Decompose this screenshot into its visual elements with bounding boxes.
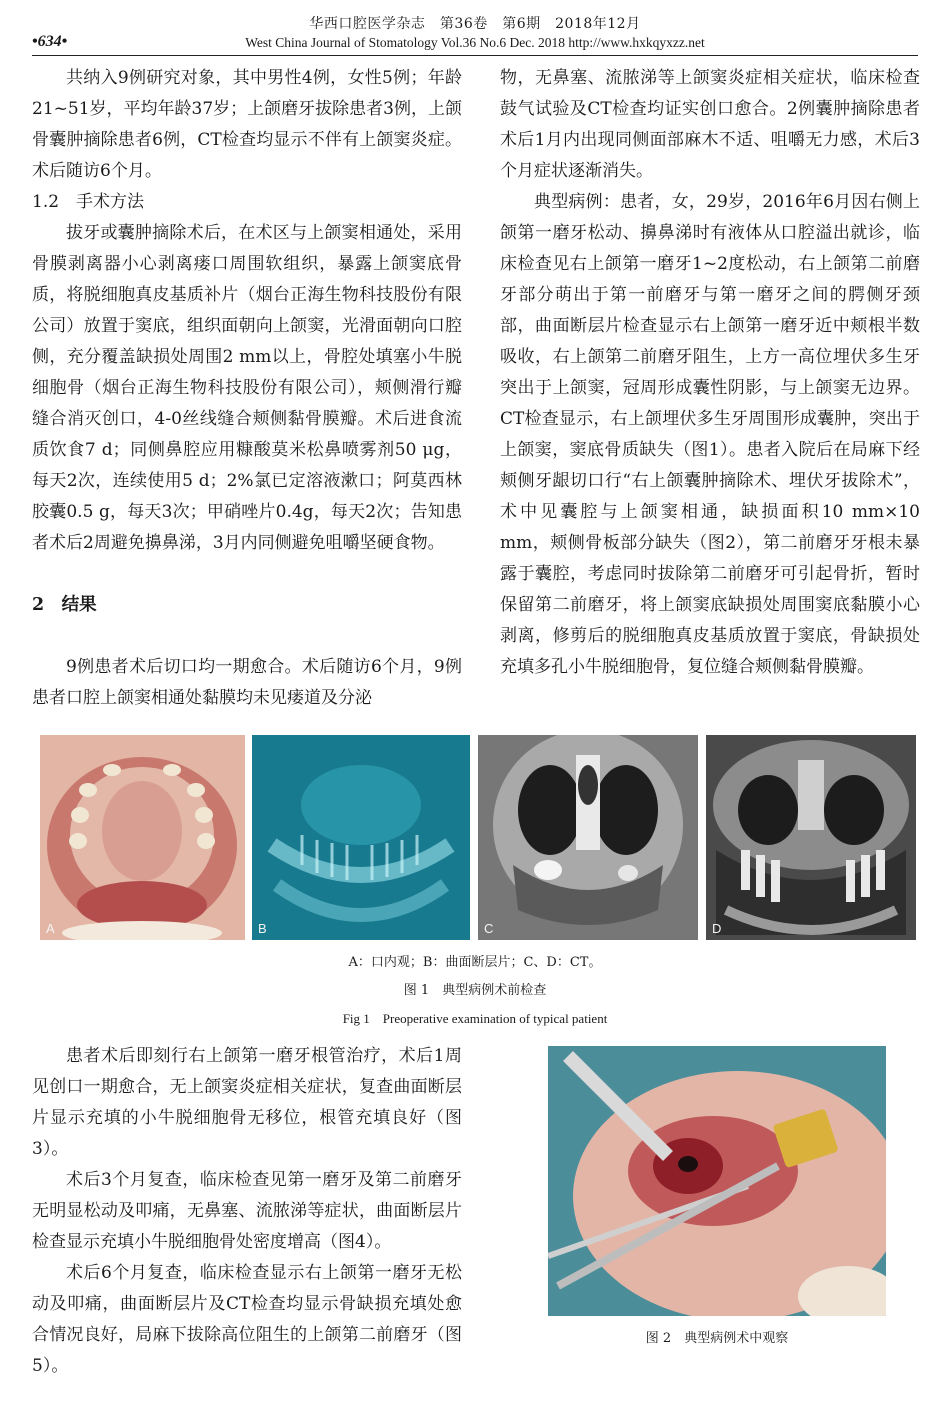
left-column-bottom bbox=[32, 1041, 462, 1382]
paragraph-postop-6months: 术后6个月复查，临床检查显示右上颌第一磨牙无松动及叩痛，曲面断层片及CT检查均显示骨缺损充填处愈合情况良好，局麻下拔除高位阻生的上颌第二前磨牙（图5）。 bbox=[32, 1263, 462, 1376]
paragraph-results-start: 9例患者术后切口均一期愈合。术后随访6个月，9例患者口腔上颌窦相通处黏膜均未见瘘道及分泌 bbox=[32, 657, 462, 708]
paragraph-surgery-method: 拔牙或囊肿摘除术后，在术区与上颌窦相通处，采用骨膜剥离器小心剥离瘘口周围软组织，暴露上颌窦底骨质，将脱细胞真皮基质补片（烟台正海生物科技股份有限公司）放置于窦底，组织面朝向上颌窦，光滑面朝向口腔侧，充分覆盖缺损处周围2 mm以上，骨腔处填塞小牛脱细胞骨（烟台正海生物科技股份有限公司），颊侧滑行瓣缝合消灭创口，4-0丝线缝合颊侧黏骨膜瓣。术后进食流质饮食7 d；同侧鼻腔应用糠酸莫米松鼻喷雾剂50 μg，每天2次，连续使用5 d；2%氯已定溶液漱口；阿莫西林胶囊0.5 g，每天3次；甲硝唑片0.4g，每天2次；告知患者术后2周避免擤鼻涕，3月内同侧避免咀嚼坚硬食物。 bbox=[32, 223, 462, 553]
figure1-panel-a-intraoral bbox=[40, 735, 245, 940]
paragraph-postop-1week: 患者术后即刻行右上颌第一磨牙根管治疗，术后1周见创口一期愈合，无上颌窦炎症相关症状，复查曲面断层片显示充填的小牛脱细胞骨无移位，根管充填良好（图3）。 bbox=[32, 1046, 462, 1159]
journal-header-cn: 华西口腔医学杂志 第36卷 第6期 2018年12月 bbox=[309, 16, 641, 32]
left-column-top bbox=[32, 63, 462, 714]
figure1-caption-cn: 图 1 典型病例术前检查 bbox=[403, 983, 547, 998]
figure1-panel-b-panoramic bbox=[252, 735, 470, 940]
page-number: •634• bbox=[32, 33, 68, 50]
figure1-label-a: A bbox=[46, 921, 55, 936]
figure1-panel-d-ct bbox=[706, 735, 916, 940]
figure2-caption-cn: 图 2 典型病例术中观察 bbox=[645, 1331, 789, 1346]
figure1-panel-c-ct bbox=[478, 735, 698, 940]
figure1-caption-en: Fig 1 Preoperative examination of typical patient bbox=[342, 1011, 608, 1026]
figure1-legend: A：口内观；B：曲面断层片；C、D：CT。 bbox=[348, 955, 602, 970]
figure1-label-d: D bbox=[712, 921, 722, 936]
right-column-top bbox=[500, 63, 920, 683]
figure1-label-b: B bbox=[258, 921, 267, 936]
paragraph-typical-case: 典型病例：患者，女，29岁，2016年6月因右侧上颌第一磨牙松动、擤鼻涕时有液体从口腔溢出就诊，临床检查见右上颌第一磨牙1~2度松动，右上颌第二前磨牙部分萌出于第一前磨牙与第一磨牙之间的腭侧牙颈部，曲面断层片检查显示右上颌第一磨牙近中颊根半数吸收，右上颌第二前磨牙阻生，上方一高位埋伏多生牙突出于上颌窦，冠周形成囊性阴影，与上颌窦无边界。CT检查显示，右上颌埋伏多生牙周围形成囊肿，突出于上颌窦，窦底骨质缺失（图1）。患者入院后在局麻下经颊侧牙龈切口行“右上颌囊肿摘除术、埋伏牙拔除术”，术中见囊腔与上颌窦相通，缺损面积10 mm×10 mm，颊侧骨板部分缺失（图2），第二前磨牙牙根未暴露于囊腔，考虑同时拔除第二前磨牙可引起骨折，暂时保留第二前磨牙，将上颌窦底缺损处周围窦底黏膜小心剥离，修剪后的脱细胞真皮基质放置于窦底，骨缺损处充填多孔小牛脱细胞骨，复位缝合颊侧黏骨膜瓣。 bbox=[500, 192, 920, 677]
paragraph-postop-3months: 术后3个月复查，临床检查见第一磨牙及第二前磨牙无明显松动及叩痛，无鼻塞、流脓涕等症状，曲面断层片检查显示充填小牛脱细胞骨处密度增高（图4）。 bbox=[32, 1170, 462, 1252]
section-heading-results: 2 结果 bbox=[32, 595, 97, 615]
paragraph-results-cont: 物，无鼻塞、流脓涕等上颌窦炎症相关症状，临床检查鼓气试验及CT检查均证实创口愈合。2例囊肿摘除患者术后1月内出现同侧面部麻木不适、咀嚼无力感，术后3个月症状逐渐消失。 bbox=[500, 68, 920, 181]
journal-header-en: West China Journal of Stomatology Vol.36 No.6 Dec. 2018 http://www.hxkqyxzz.net bbox=[245, 35, 705, 50]
paragraph-subjects: 共纳入9例研究对象，其中男性4例，女性5例；年龄21~51岁，平均年龄37岁；上颌磨牙拔除患者3例，上颌骨囊肿摘除患者6例，CT检查均显示不伴有上颌窦炎症。术后随访6个月。 bbox=[32, 68, 462, 181]
subsection-heading-surgery: 1.2 手术方法 bbox=[32, 192, 145, 212]
figure2-intraoperative-photo bbox=[548, 1046, 886, 1316]
header-rule bbox=[32, 55, 918, 56]
figure1-label-c: C bbox=[484, 921, 494, 936]
